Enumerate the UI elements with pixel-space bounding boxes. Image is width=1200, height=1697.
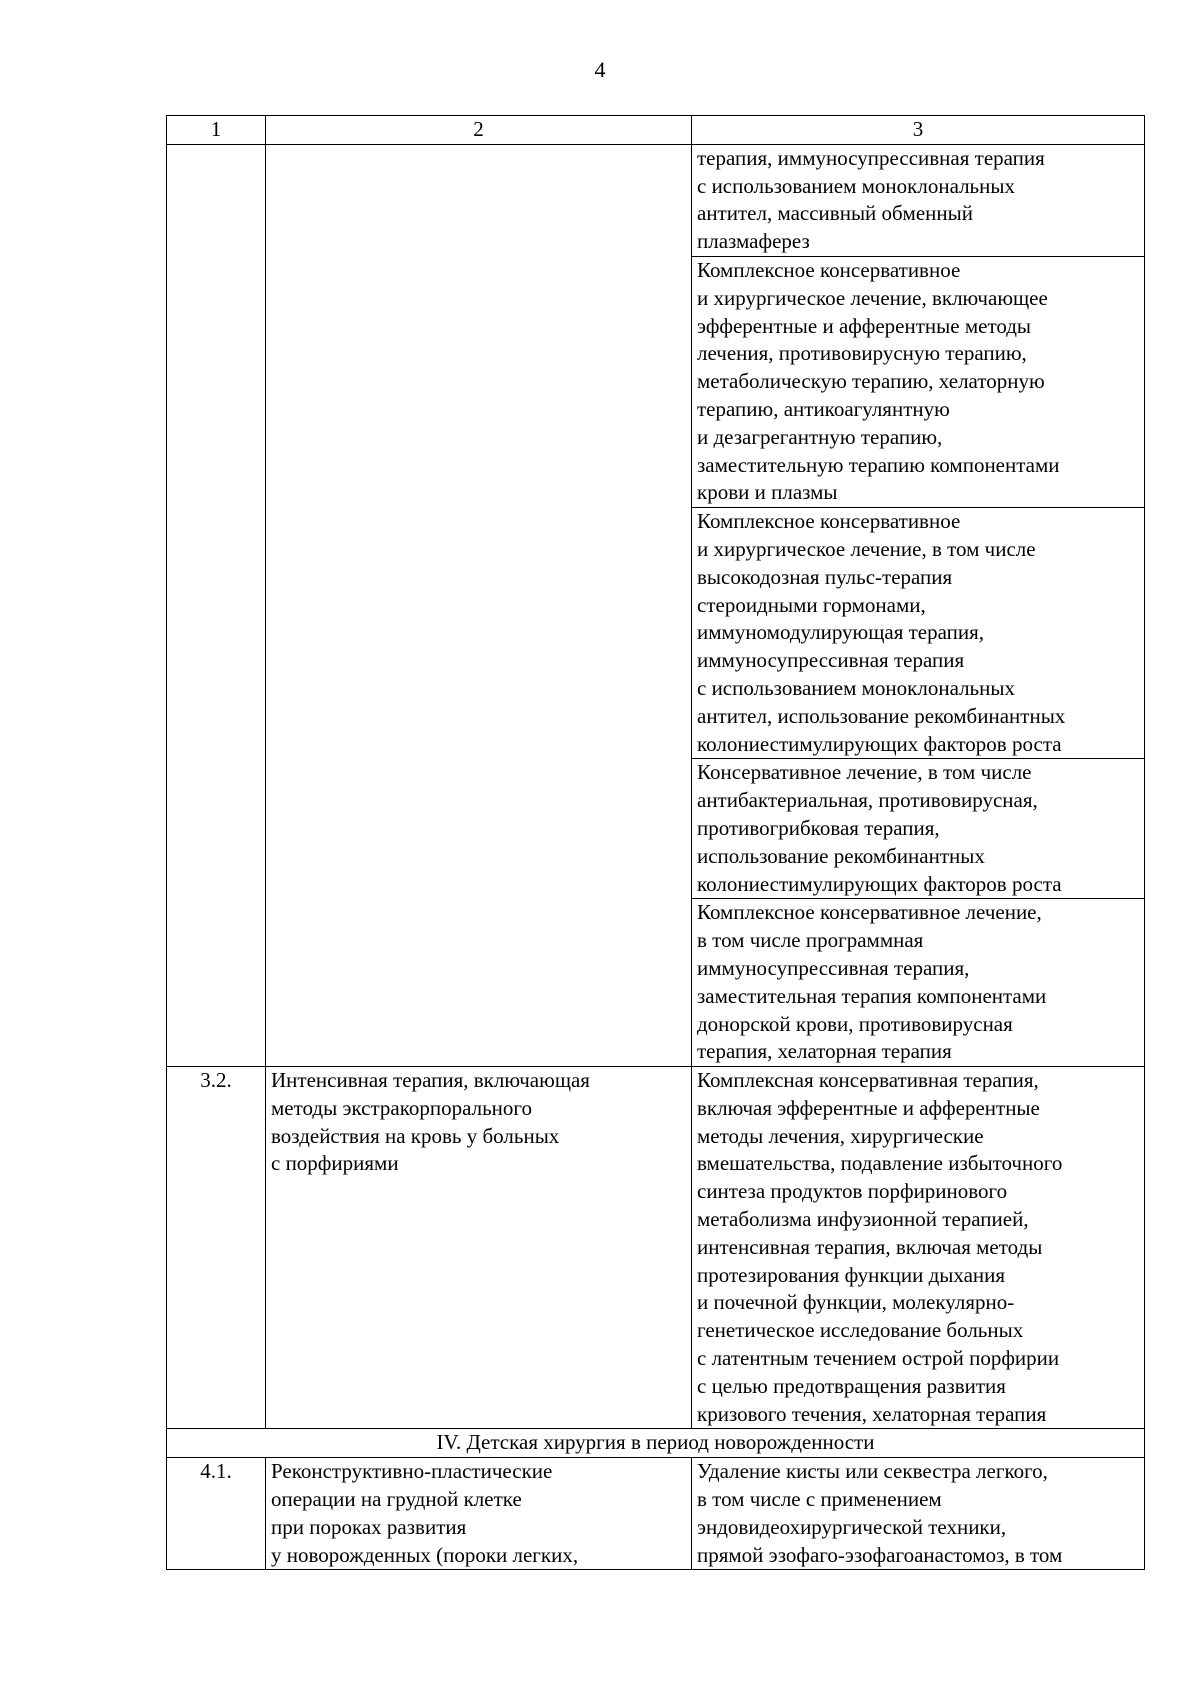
method-cell [692, 256, 1145, 507]
section-title: IV. Детская хирургия в период новорожденности [167, 1429, 1145, 1458]
text-line: операции на грудной клетке [271, 1487, 522, 1512]
text-line: с использованием моноклональных [697, 675, 1015, 700]
text-line: с порфириями [271, 1151, 399, 1176]
continuation-number-cell [167, 144, 266, 1066]
row-name-cell [266, 1067, 692, 1429]
text-line: иммуносупрессивная терапия [697, 648, 965, 673]
text-line: генетическое исследование больных [697, 1318, 1024, 1343]
text-line: в том числе с применением [697, 1487, 942, 1512]
text-line: и хирургическое лечение, включающее [697, 285, 1048, 310]
text-line: противогрибковая терапия, [697, 815, 940, 840]
method-cell [692, 1458, 1145, 1570]
text-line: при пороках развития [271, 1514, 467, 1539]
table-header-row [167, 116, 1145, 145]
text-line: антибактериальная, противовирусная, [697, 788, 1038, 813]
text-line: Комплексное консервативное лечение, [697, 900, 1042, 925]
text-line: антител, использование рекомбинантных [697, 703, 1066, 728]
text-line: колониестимулирующих факторов роста [697, 871, 1062, 896]
text-line: кризового течения, хелаторная терапия [697, 1401, 1047, 1426]
text-line: Реконструктивно-пластические [271, 1459, 553, 1484]
text-line: протезирования функции дыхания [697, 1262, 1006, 1287]
text-line: Комплексная консервативная терапия, [697, 1068, 1039, 1093]
table-row [167, 1458, 1145, 1570]
document-table [166, 115, 1145, 1570]
text-line: и дезагрегантную терапию, [697, 424, 943, 449]
text-line: с целью предотвращения развития [697, 1373, 1006, 1398]
text-line: у новорожденных (пороки легких, [271, 1542, 579, 1567]
text-line: методы лечения, хирургические [697, 1123, 984, 1148]
method-cell [692, 759, 1145, 899]
text-line: эфферентные и афферентные методы [697, 313, 1032, 338]
row-number-cell: 4.1. [167, 1458, 266, 1570]
text-line: Комплексное консервативное [697, 257, 961, 282]
text-line: терапия, иммуносупрессивная терапия [697, 145, 1045, 170]
text-line: вмешательства, подавление избыточного [697, 1151, 1063, 1176]
column-header-2: 2 [266, 116, 692, 145]
table-row [167, 1067, 1145, 1429]
text-line: крови и плазмы [697, 480, 838, 505]
text-line: донорской крови, противовирусная [697, 1011, 1013, 1036]
text-line: колониестимулирующих факторов роста [697, 731, 1062, 756]
method-cell [692, 1067, 1145, 1429]
text-line: заместительная терапия компонентами [697, 983, 1047, 1008]
page-number: 4 [594, 57, 606, 82]
continuation-name-cell [266, 144, 692, 1066]
text-line: Удаление кисты или секвестра легкого, [697, 1459, 1048, 1484]
text-line: метаболическую терапию, хелаторную [697, 369, 1045, 394]
text-line: Комплексное консервативное [697, 509, 961, 534]
text-line: воздействия на кровь у больных [271, 1123, 560, 1148]
section-row [167, 1429, 1145, 1458]
method-cell [692, 899, 1145, 1067]
text-line: Интенсивная терапия, включающая [271, 1068, 590, 1093]
text-line: использование рекомбинантных [697, 843, 985, 868]
text-line: терапию, антикоагулянтную [697, 396, 950, 421]
row-number-cell: 3.2. [167, 1067, 266, 1429]
column-header-3: 3 [692, 116, 1145, 145]
table-row [167, 144, 1145, 256]
text-line: иммуносупрессивная терапия, [697, 955, 970, 980]
text-line: заместительную терапию компонентами [697, 452, 1060, 477]
text-line: включая эфферентные и афферентные [697, 1095, 1040, 1120]
text-line: синтеза продуктов порфиринового [697, 1179, 1008, 1204]
text-line: метаболизма инфузионной терапией, [697, 1207, 1029, 1232]
text-line: методы экстракорпорального [271, 1095, 532, 1120]
text-line: эндовидеохирургической техники, [697, 1514, 1007, 1539]
row-name-cell [266, 1458, 692, 1570]
method-cell [692, 508, 1145, 759]
text-line: с латентным течением острой порфирии [697, 1346, 1060, 1371]
text-line: стероидными гормонами, [697, 592, 926, 617]
text-line: терапия, хелаторная терапия [697, 1039, 952, 1064]
text-line: лечения, противовирусную терапию, [697, 341, 1027, 366]
text-line: антител, массивный обменный [697, 201, 973, 226]
method-cell [692, 144, 1145, 256]
text-line: прямой эзофаго-эзофагоанастомоз, в том [697, 1542, 1063, 1567]
column-header-1: 1 [167, 116, 266, 145]
text-line: Консервативное лечение, в том числе [697, 760, 1032, 785]
text-line: в том числе программная [697, 928, 924, 953]
text-line: и почечной функции, молекулярно- [697, 1290, 1015, 1315]
text-line: иммуномодулирующая терапия, [697, 620, 985, 645]
text-line: плазмаферез [697, 229, 810, 254]
text-line: интенсивная терапия, включая методы [697, 1234, 1043, 1259]
text-line: и хирургическое лечение, в том числе [697, 536, 1036, 561]
text-line: с использованием моноклональных [697, 173, 1015, 198]
text-line: высокодозная пульс-терапия [697, 564, 953, 589]
